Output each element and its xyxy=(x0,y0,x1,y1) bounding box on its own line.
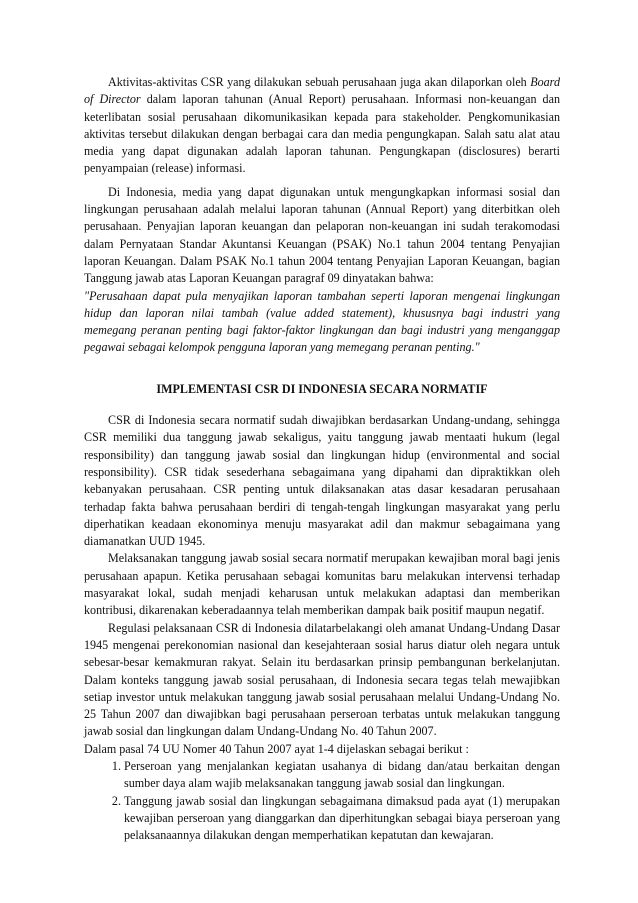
paragraph-regulation: Regulasi pelaksanaan CSR di Indonesia dilatarbelakangi oleh amanat Undang-Undang Dasar 1945 mengenai perekonomian nasional dan kesejahteraan sosial harus diatur oleh negara untuk sebesar-besar kemakmuran rakyat. Selain itu berdasarkan prinsip pembangunan berkelanjutan. Dalam konteks tanggung jawab sosial perusahaan, di Indonesia secara tegas telah mewajibkan setiap investor untuk melakukan tanggung jawab sosial perusahaan melalui Undang-Undang No. 25 Tahun 2007 dan diwajibkan bagi perusahaan perseroan terbatas untuk melakukan tanggung jawab sosial dan lingkungan dalam Undang-Undang No. 40 Tahun 2007. xyxy=(84,620,560,739)
list-item: 2. Tanggung jawab sosial dan lingkungan sebagaimana dimaksud pada ayat (1) merupakan kewajiban perseroan yang dianggarkan dan diperhitungkan sebagai biaya perseroan yang pelaksanaannya dilakukan dengan memperhatikan kepatutan dan kewajaran. xyxy=(124,793,560,845)
document-page xyxy=(84,74,560,844)
paragraph-csr-reporting xyxy=(84,74,560,178)
paragraph-moral-obligation: Melaksanakan tanggung jawab sosial secara normatif merupakan kewajiban moral bagi jenis perusahaan apapun. Ketika perusahaan sebagai komunitas baru melakukan intervensi terhadap masyarakat lokal, sudah menjadi keharusan untuk melakukan adaptasi dan memberikan kontribusi, dikarenakan keberadaannya telah memberikan dampak baik positif maupun negatif. xyxy=(84,551,560,618)
paragraph-indonesia-media: Di Indonesia, media yang dapat digunakan untuk mengungkapkan informasi sosial dan lingkungan perusahaan adalah melalui laporan tahunan (Annual Report) yang diterbitkan oleh perusahaan. Penyajian laporan keuangan dan pelaporan non-keuangan ini sudah terakomodasi dalam Pernyataan Standar Akuntansi Keuangan (PSAK) No.1 tahun 2004 tentang Penyajian laporan Keuangan. Dalam PSAK No.1 tahun 2004 tentang Penyajian Laporan Keuangan, bagian Tanggung jawab atas Laporan Keuangan paragraf 09 dinyatakan bahwa: xyxy=(84,184,560,286)
list-item: 1. Perseroan yang menjalankan kegiatan usahanya di bidang dan/atau berkaitan dengan sumber daya alam wajib melaksanakan tanggung jawab sosial dan lingkungan. xyxy=(124,758,560,793)
text-run: dalam laporan tahunan (Anual Report) perusahaan. Informasi non-keuangan dan keterlibatan sosial perusahaan dikomunikasikan kepada para stakeholder. Pengkomunikasian aktivitas tersebut dilakukan dengan berbagai cara dan media pengungkapan. Salah satu alat atau media yang dapat digunakan adalah laporan tahunan. Pengungkapan (disclosures) berarti penyampaian (release) informasi. xyxy=(84,92,561,176)
section-heading: IMPLEMENTASI CSR DI INDONESIA SECARA NORMATIF xyxy=(156,381,488,396)
quote-psak: "Perusahaan dapat pula menyajikan laporan tambahan seperti laporan mengenai lingkungan hidup dan laporan nilai tambah (value added statement), khususnya bagi industri yang memegang peranan penting bagi faktor-faktor lingkungan dan bagi industri yang menganggap pegawai sebagai kelompok pengguna laporan yang memegang peranan penting." xyxy=(84,288,560,355)
paragraph-article-74: Dalam pasal 74 UU Nomer 40 Tahun 2007 ayat 1-4 dijelaskan sebagai berikut : xyxy=(84,741,469,756)
article-list xyxy=(84,758,560,844)
text-run: Aktivitas-aktivitas CSR yang dilakukan sebuah perusahaan juga akan dilaporkan oleh xyxy=(108,75,531,89)
text-run-italic: Board of Director xyxy=(84,75,560,107)
paragraph-csr-normative: CSR di Indonesia secara normatif sudah diwajibkan berdasarkan Undang-undang, sehingga CSR memiliki dua tanggung jawab sekaligus, yaitu tanggung jawab mentaati hukum (legal responsibility) dan tanggung jawab sosial dan lingkungan hidup (environmental and social responsibility). CSR tidak sesederhana sebagaimana yang dipahami dan dipraktikkan oleh kebanyakan perusahaan. CSR penting untuk dilaksanakan atas dasar kesadaran perusahaan terhadap fakta bahwa perusahaan berdiri di tengah-tengah lingkungan masyarakat yang perlu diperhatikan keadaan ekonominya menuju masyarakat adil dan makmur sebagaimana yang diamanatkan UUD 1945. xyxy=(84,413,560,549)
